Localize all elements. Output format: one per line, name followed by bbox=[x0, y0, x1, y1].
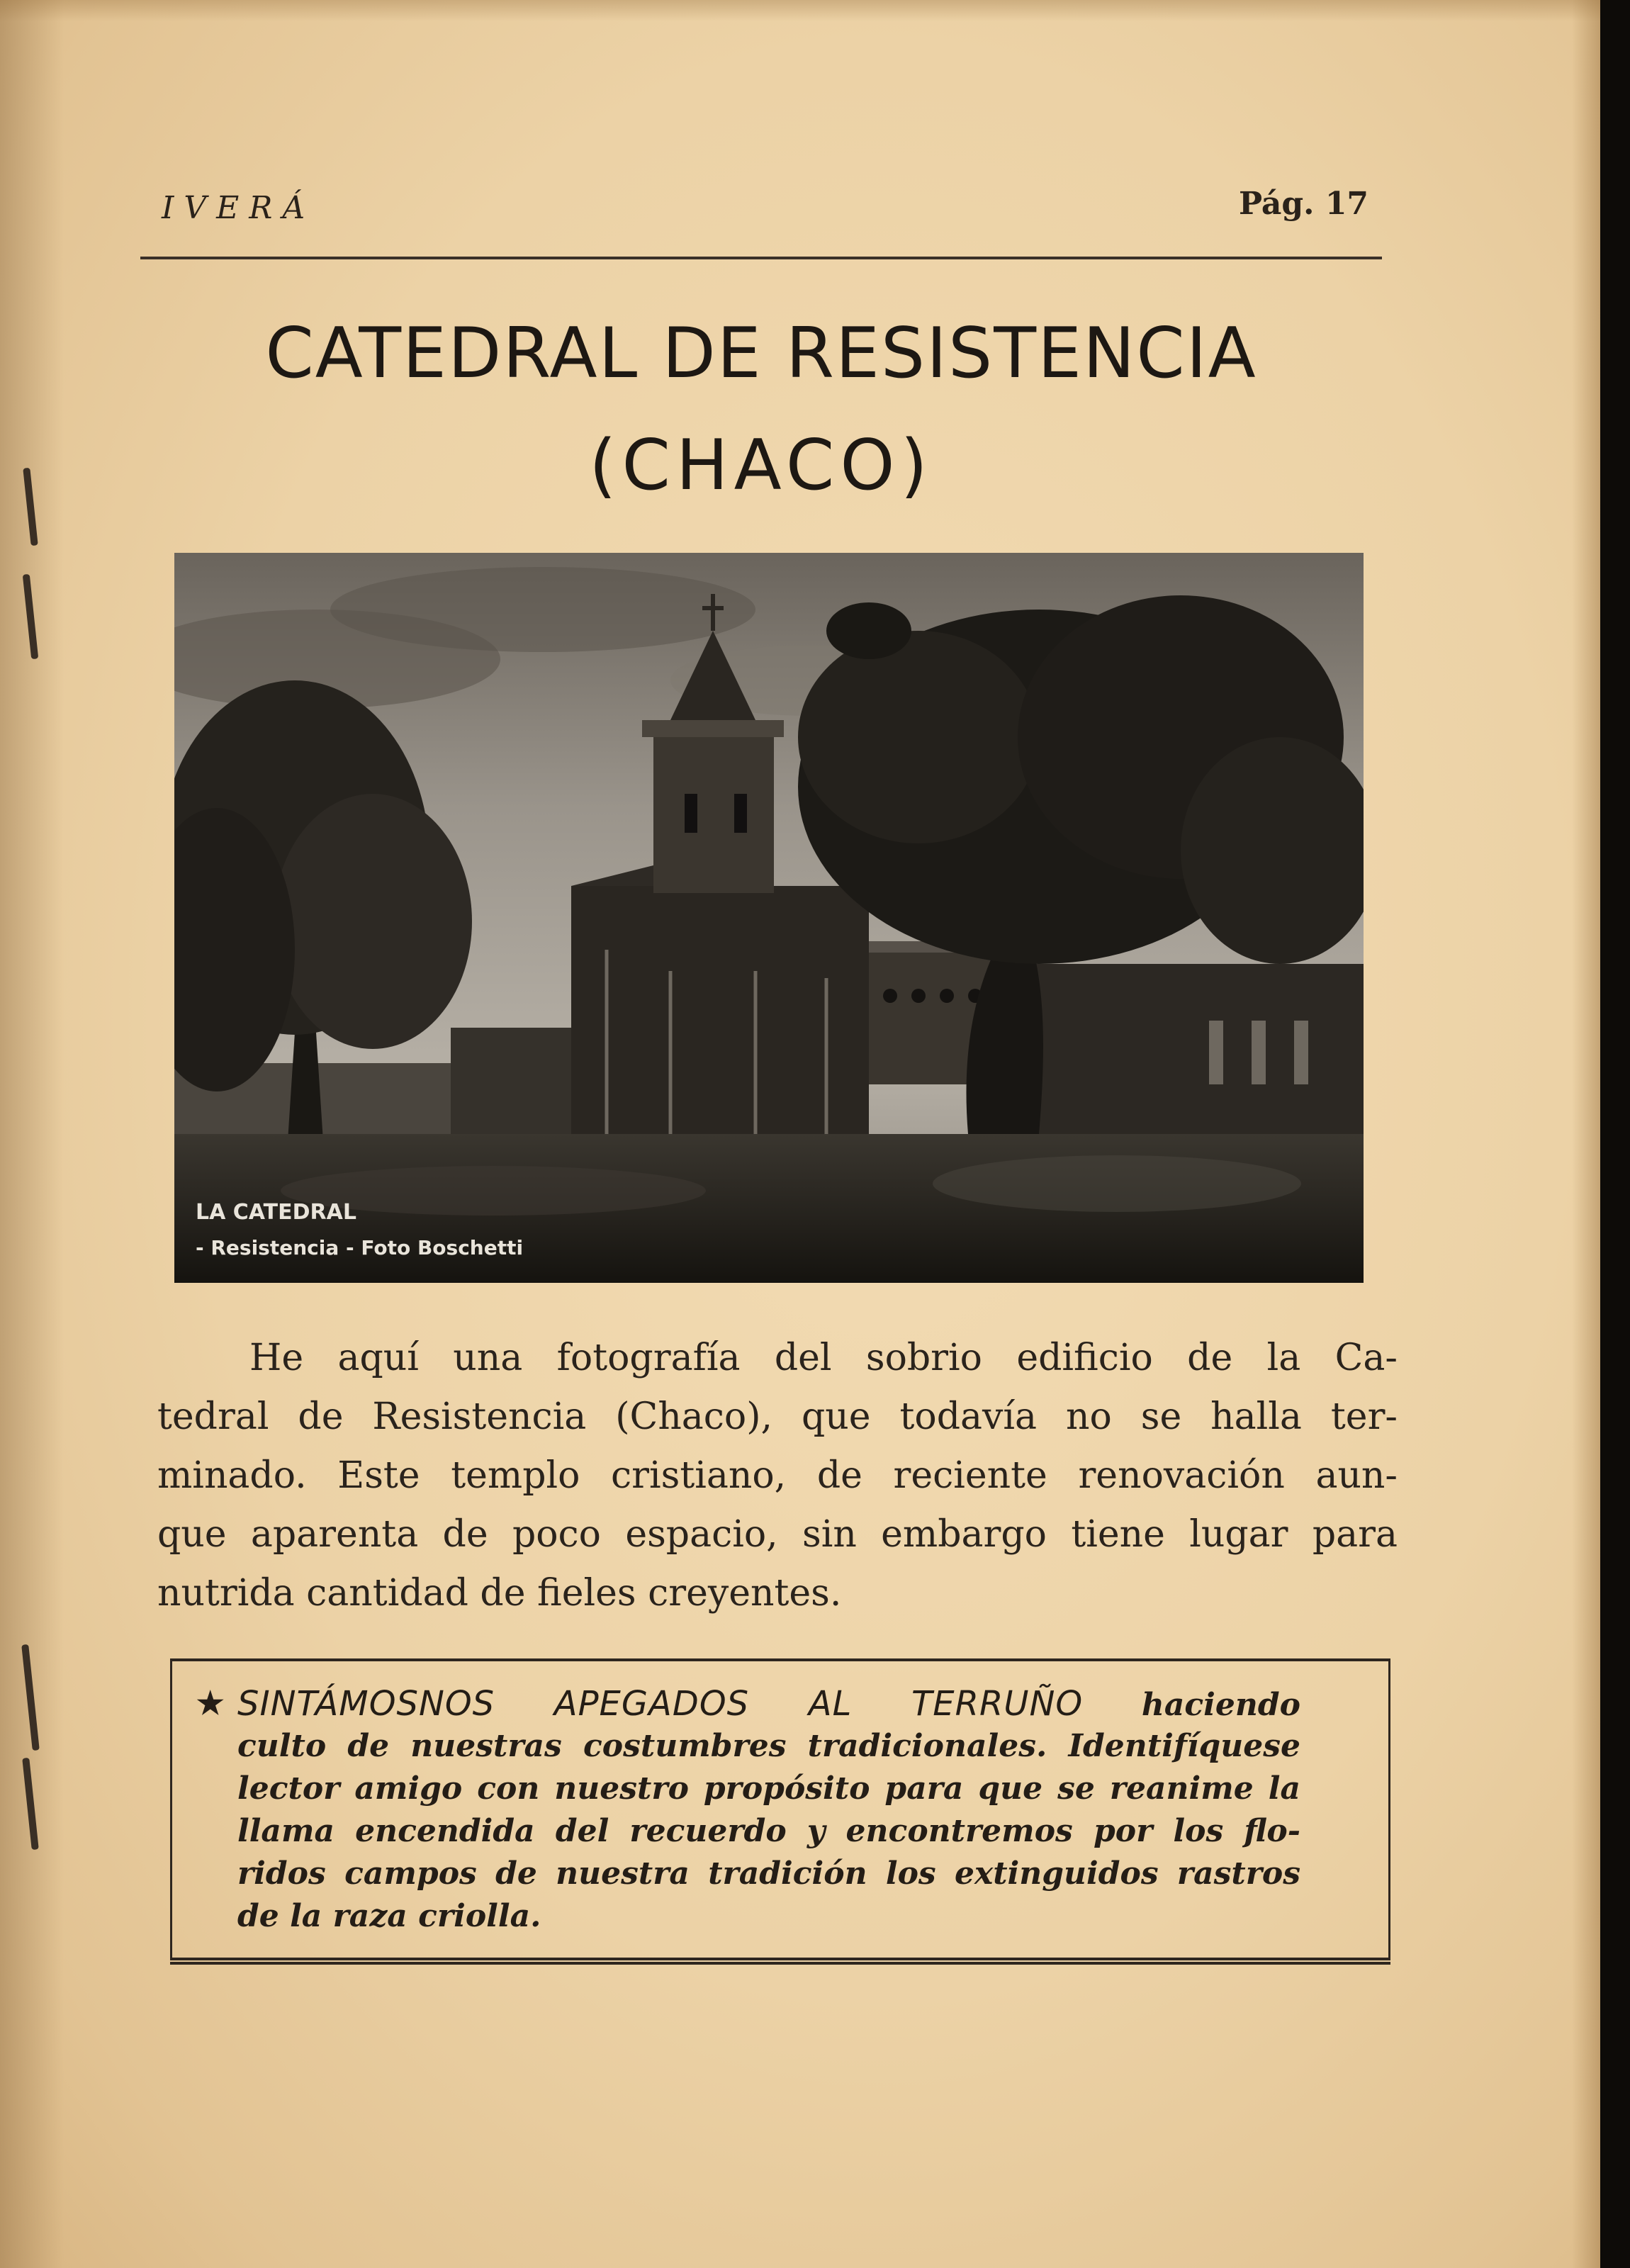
notice-bottom-rule bbox=[170, 1962, 1390, 1965]
article-paragraph bbox=[157, 1329, 1398, 1623]
photo-caption-line-1: LA CATEDRAL bbox=[196, 1200, 356, 1225]
notice-text bbox=[196, 1683, 1300, 1938]
notice-box bbox=[170, 1658, 1390, 1960]
notice-line: culto de nuestras costumbres tradicionales. Identifíquese bbox=[237, 1728, 1300, 1764]
notice-line: de la raza criolla. bbox=[237, 1898, 541, 1934]
paragraph-line: He aquí una fotografía del sobrio edificio de la Ca- bbox=[249, 1337, 1398, 1379]
paragraph-line: que aparenta de poco espacio, sin embargo tiene lugar para bbox=[157, 1513, 1398, 1556]
star-icon: ★ bbox=[196, 1685, 225, 1722]
header-rule bbox=[140, 257, 1382, 259]
photo-caption-line-2: - Resistencia - Foto Boschetti bbox=[196, 1236, 524, 1259]
page-right-edge bbox=[1572, 0, 1600, 2268]
notice-lead: SINTÁMOSNOS APEGADOS AL TERRUÑO bbox=[237, 1684, 1084, 1724]
page-number: Pág. 17 bbox=[1239, 186, 1369, 222]
article-title-line-2: (CHACO) bbox=[589, 425, 933, 506]
paragraph-line: nutrida cantidad de fieles creyentes. bbox=[157, 1572, 842, 1615]
article-title-line-1: CATEDRAL DE RESISTENCIA bbox=[265, 313, 1257, 394]
cathedral-photo bbox=[174, 553, 1364, 1283]
paragraph-line: minado. Este templo cristiano, de reciente renovación aun- bbox=[157, 1454, 1398, 1497]
notice-line: lector amigo con nuestro propósito para que se reanime la bbox=[237, 1770, 1300, 1807]
notice-line-1-rest: haciendo bbox=[1141, 1687, 1300, 1723]
paragraph-line: tedral de Resistencia (Chaco), que todavía no se halla ter- bbox=[157, 1396, 1398, 1438]
running-header-title: IVERÁ bbox=[162, 190, 315, 226]
spine-shadow bbox=[0, 0, 64, 2268]
notice-line bbox=[237, 1683, 1300, 1725]
notice-line: ridos campos de nuestra tradición los extinguidos rastros bbox=[237, 1856, 1300, 1892]
page-top-edge bbox=[0, 0, 1600, 21]
notice-line: llama encendida del recuerdo y encontremos por los flo- bbox=[237, 1813, 1300, 1849]
